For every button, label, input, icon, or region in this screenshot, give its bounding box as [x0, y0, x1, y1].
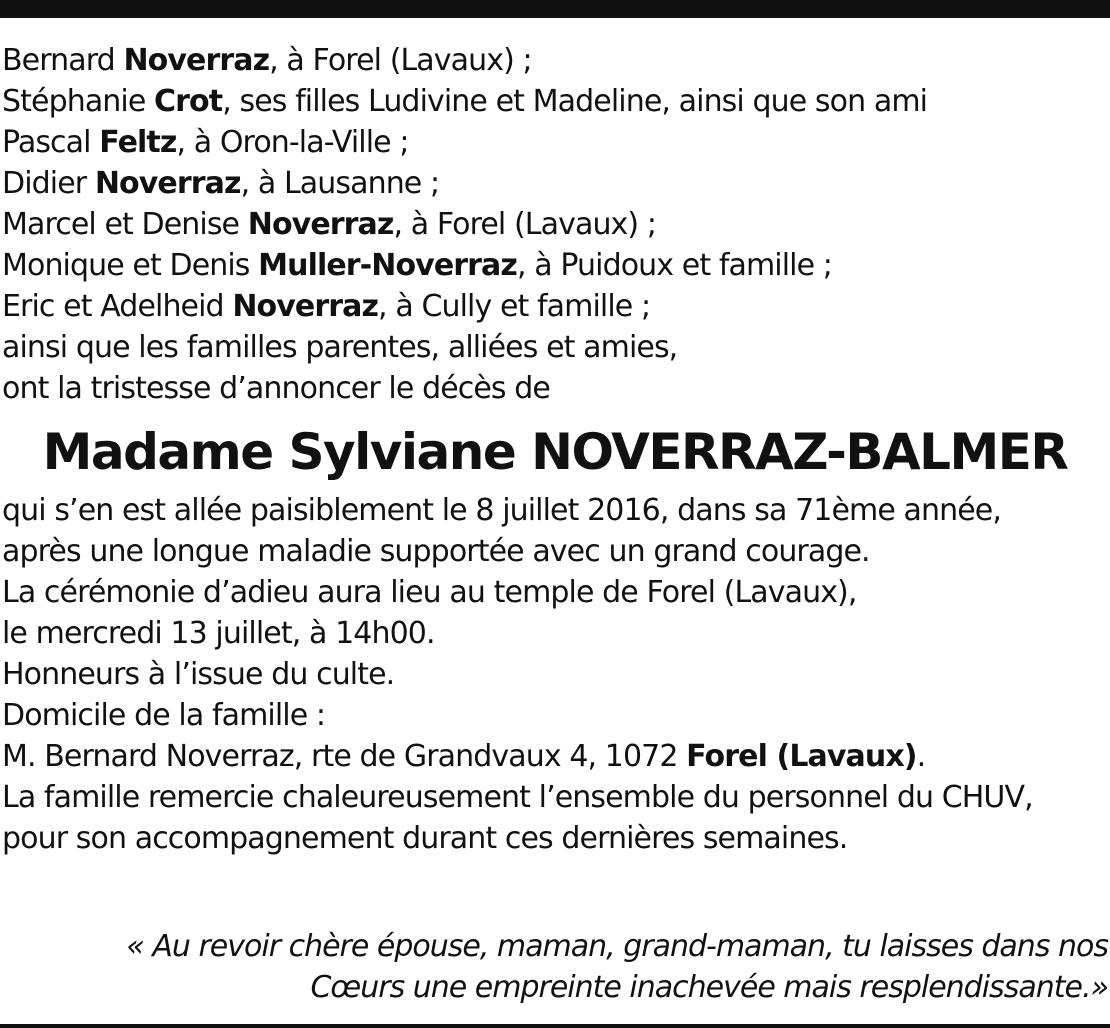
quote-line: « Au revoir chère épouse, maman, grand-maman, tu laisses dans nos	[126, 929, 1108, 964]
quote-line: Cœurs une empreinte inachevée mais resplendissante.»	[310, 970, 1108, 1005]
address-locality: Forel (Lavaux)	[686, 739, 917, 774]
family-line-prefix: Marcel et Denise	[2, 207, 248, 242]
bottom-rule	[0, 1024, 1110, 1028]
family-surname: Noverraz	[123, 43, 270, 78]
family-line-suffix: , à Forel (Lavaux) ;	[269, 43, 532, 78]
closing-quote	[126, 926, 1108, 1008]
intro-line: ainsi que les familles parentes, alliées et amies,	[2, 330, 678, 365]
intro-line: ont la tristesse d’annoncer le décès de	[2, 371, 550, 406]
body-line: après une longue maladie supportée avec un grand courage.	[2, 534, 870, 569]
family-surname: Muller-Noverraz	[258, 248, 517, 283]
address-line	[2, 736, 1108, 777]
family-line	[2, 40, 1108, 81]
family-line	[2, 163, 1108, 204]
body-line: le mercredi 13 juillet, à 14h00.	[2, 616, 435, 651]
thanks-line: pour son accompagnement durant ces dernières semaines.	[2, 821, 848, 856]
address-suffix: .	[916, 739, 926, 774]
family-line-suffix: , à Puidoux et famille ;	[516, 248, 833, 283]
family-line	[2, 286, 1108, 327]
thanks-line: La famille remercie chaleureusement l’ensemble du personnel du CHUV,	[2, 780, 1033, 815]
obituary-text	[2, 40, 1108, 859]
family-surname: Noverraz	[232, 289, 379, 324]
address-prefix: M. Bernard Noverraz, rte de Grandvaux 4, 1072	[2, 739, 687, 774]
family-line-suffix: , à Forel (Lavaux) ;	[393, 207, 657, 242]
body-line: Honneurs à l’issue du culte.	[2, 657, 395, 692]
family-line-prefix: Pascal	[2, 125, 100, 160]
family-line	[2, 204, 1108, 245]
deceased-name: Madame Sylviane NOVERRAZ-BALMER	[42, 423, 1068, 481]
family-surname: Noverraz	[247, 207, 394, 242]
family-line-prefix: Eric et Adelheid	[2, 289, 233, 324]
family-line-prefix: Monique et Denis	[2, 248, 259, 283]
body-line: qui s’en est allée paisiblement le 8 juillet 2016, dans sa 71ème année,	[2, 493, 1001, 528]
family-line-suffix: , ses filles Ludivine et Madeline, ainsi que son ami	[222, 84, 928, 119]
family-surname: Noverraz	[94, 166, 241, 201]
family-line-suffix: , à Lausanne ;	[240, 166, 440, 201]
family-line-prefix: Didier	[2, 166, 95, 201]
top-rule	[0, 0, 1110, 18]
family-line	[2, 81, 1108, 122]
family-line-prefix: Bernard	[2, 43, 124, 78]
family-surname: Crot	[154, 84, 223, 119]
family-line-suffix: , à Cully et famille ;	[378, 289, 651, 324]
body-line: Domicile de la famille :	[2, 698, 326, 733]
family-surname: Feltz	[99, 125, 177, 160]
family-line	[2, 245, 1108, 286]
body-line: La cérémonie d’adieu aura lieu au temple de Forel (Lavaux),	[2, 575, 857, 610]
family-line	[2, 122, 1108, 163]
family-line-suffix: , à Oron-la-Ville ;	[176, 125, 409, 160]
family-line-prefix: Stéphanie	[2, 84, 155, 119]
